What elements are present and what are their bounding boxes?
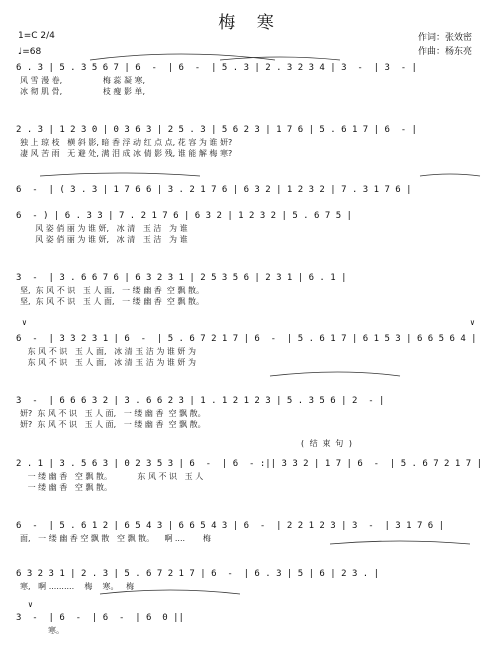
lyric-line: 面, 一 缕 幽 香 空 飘 散 空 飘 散。 啊 .... 梅 [20,534,211,543]
lyric-line: 一 缕 幽 香 空 飘 散。 东 风 不 识 玉 人 [20,472,204,481]
notation-row: 2 . 1 | 3 . 5 6 3 | 0 2 3 5 3 | 6 - | 6 - :|| 3 3 2 | 1 7 | 6 - | 5 . 6 7 2 1 7 | [16,459,482,469]
notation-row: 6 - | ( 3 . 3 | 1 7 6 6 | 3 . 2 1 7 6 | 6 3 2 | 1 2 3 2 | 7 . 3 1 7 6 | [16,185,412,195]
lyric-line: 妍? 东 风 不 识 玉 人 面, 一 缕 幽 香 空 飘 散。 [20,420,206,429]
notation-row: 3 - | 6 - | 6 - | 6 0 || [16,613,184,623]
lyric-line: 寒, 啊 .......... 梅 寒。 梅 [20,582,135,591]
lyric-line: 坚, 东 风 不 识 玉 人 面, 一 缕 幽 香 空 飘 散。 [20,297,204,306]
lyric-line: 独 上 琼 枝 横 斜 影, 暗 香 浮 动 红 点 点, 花 容 为 谁 妍? [20,138,233,147]
lyric-line: 坚, 东 风 不 识 玉 人 面, 一 缕 幽 香 空 飘 散。 [20,286,204,295]
lyric-line: 一 缕 幽 香 空 飘 散。 [20,483,112,492]
key-signature: 1=C 2/4 [18,31,55,41]
notation-row: 2 . 3 | 1 2 3 0 | 0 3 6 3 | 2 5 . 3 | 5 6 2 3 | 1 7 6 | 5 . 6 1 7 | 6 - | [16,125,417,135]
lyricist-credit: 作词：张效密 [418,33,473,43]
breath-mark: ∨ [22,318,27,327]
slur [420,174,480,176]
notation-row: 3 - | 3 . 6 6 7 6 | 6 3 2 3 1 | 2 5 3 5 6 | 2 3 1 | 6 . 1 | [16,273,347,283]
notation-row: 6 3 2 3 1 | 2 . 3 | 5 . 6 7 2 1 7 | 6 - | 6 . 3 | 5 | 6 | 2 3 . | [16,569,380,579]
lyric-line: 寒。 [20,626,64,635]
slur [90,54,275,60]
slur [220,57,340,60]
composer-credit: 作曲：杨东亮 [418,47,473,57]
notation-row: 6 - | 3 3 2 3 1 | 6 - | 5 . 6 7 2 1 7 | 6 - | 5 . 6 1 7 | 6 1 5 3 | 6 6 5 6 4 | [16,334,477,344]
slur [40,173,200,176]
breath-mark: ∨ [28,600,33,609]
tempo-marking: ♩=68 [18,47,42,57]
notation-row: 6 - | 5 . 6 1 2 | 6 5 4 3 | 6 6 5 4 3 | 6 - | 2 2 1 2 3 | 3 - | 3 1 7 6 | [16,521,445,531]
breath-mark: ∨ [470,318,475,327]
slur [330,541,470,544]
lyric-line: 风 雪 漫 卷, 梅 蕊 凝 寒, [20,76,146,85]
lyric-line: 凄 风 苦 雨 无 避 处, 满 泪 成 冰 倩 影 残, 谁 能 解 梅 寒? [20,149,233,158]
lyric-line: 风 姿 俏 丽 为 谁 妍, 冰 清 玉 洁 为 谁 [20,235,188,244]
lyric-line: 东 风 不 识 玉 人 面, 冰 清 玉 洁 为 谁 妍 为 [20,358,196,367]
lyric-line: 冰 彻 肌 骨, 枝 瘦 影 单, [20,87,146,96]
notation-row: 3 - | 6 6 6 3 2 | 3 . 6 6 2 3 | 1 . 1 2 1 2 3 | 5 . 3 5 6 | 2 - | [16,396,385,406]
lyric-line: 东 风 不 识 玉 人 面, 冰 清 玉 洁 为 谁 妍 为 [20,347,196,356]
page-title: 梅 寒 [218,13,282,33]
slur [270,372,400,376]
notation-row: 6 - ) | 6 . 3 3 | 7 . 2 1 7 6 | 6 3 2 | 1 2 3 2 | 5 . 6 7 5 | [16,211,352,221]
lyric-line: 风 姿 俏 丽 为 谁 妍, 冰 清 玉 洁 为 谁 [20,224,188,233]
lyric-line: 妍? 东 风 不 识 玉 人 面, 一 缕 幽 香 空 飘 散。 [20,409,206,418]
notation-row: 6 . 3 | 5 . 3 5 6 7 | 6 - | 6 - | 5 . 3 | 2 . 3 2 3 4 | 3 - | 3 - | [16,63,417,73]
ending-label: ( 结 束 句 ) [300,439,353,448]
